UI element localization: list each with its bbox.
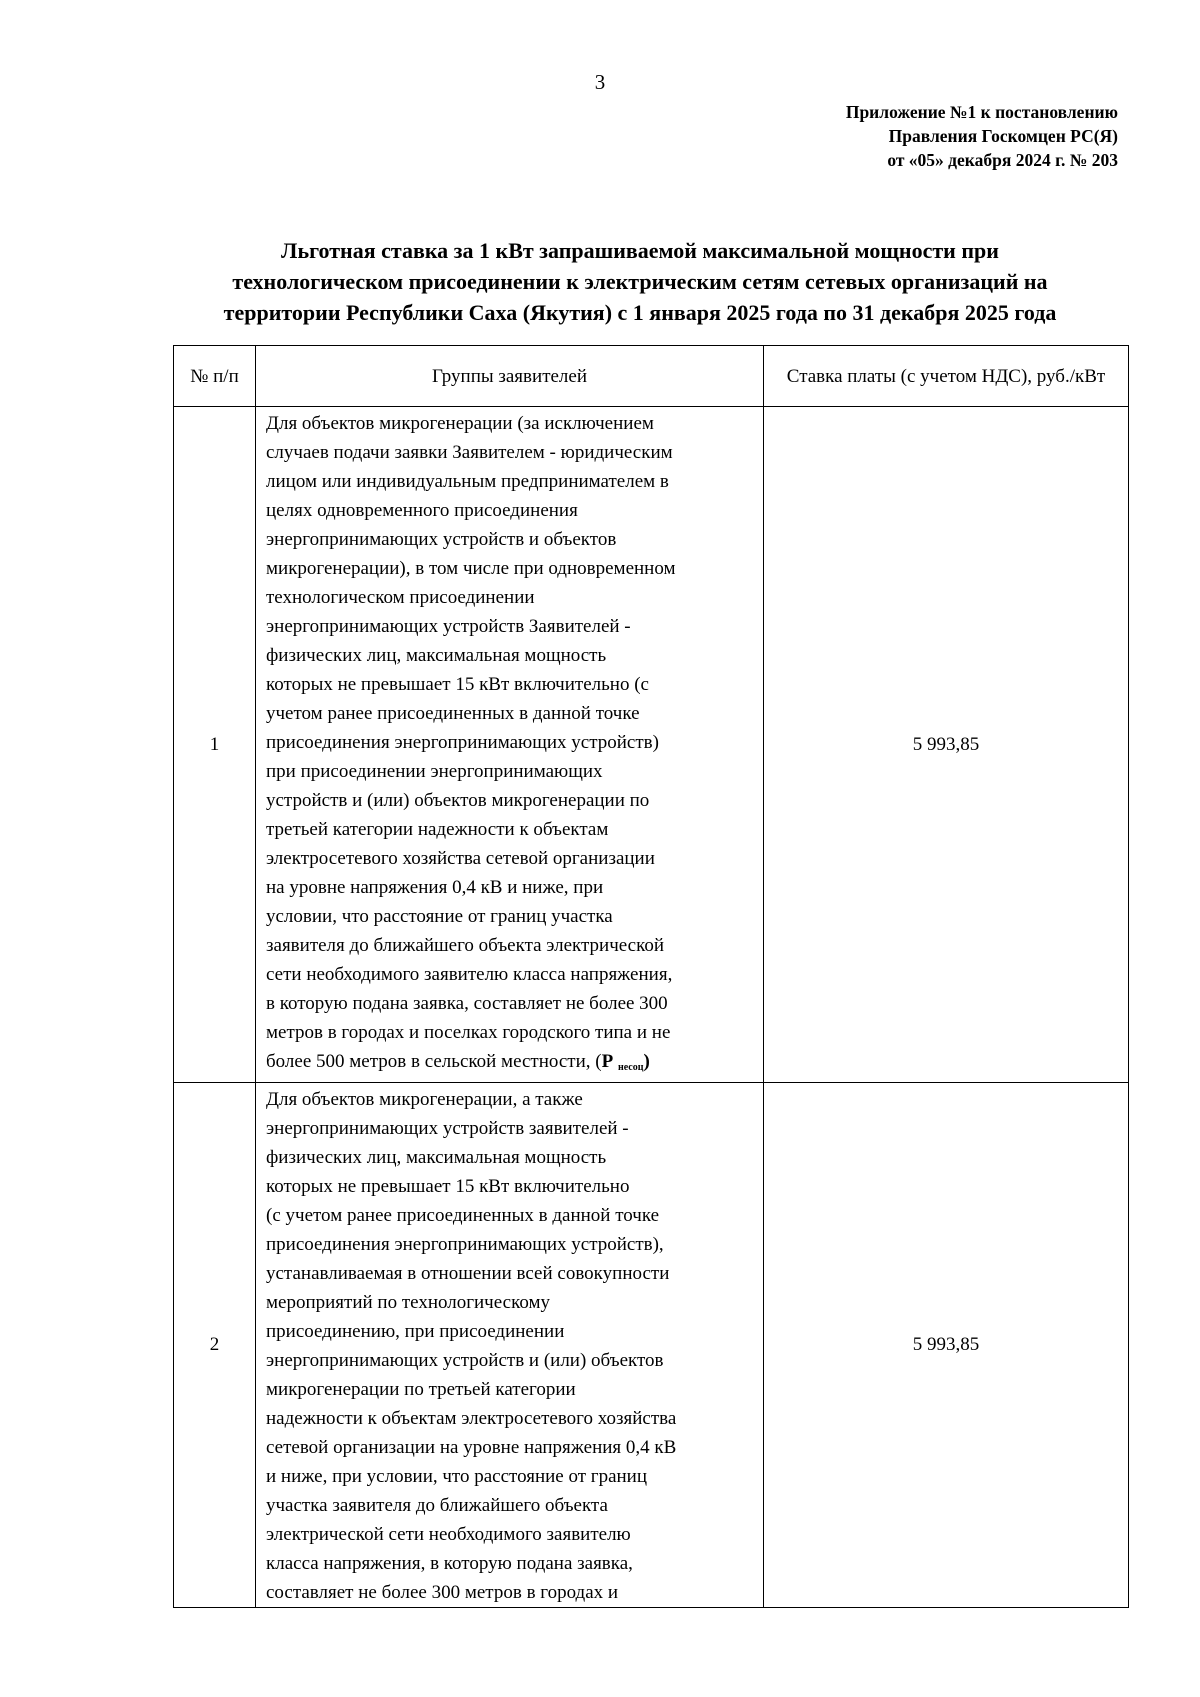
description-line: условии, что расстояние от границ участка <box>266 906 613 927</box>
description-line: энергопринимающих устройств и объектов <box>266 529 617 550</box>
description-line: лицом или индивидуальным предпринимателем в <box>266 471 669 492</box>
title-line-2: технологическом присоединении к электрическим сетям сетевых организаций на <box>232 269 1048 294</box>
appendix-line-2: Правления Госкомцен РС(Я) <box>888 126 1118 146</box>
row-rate: 5 993,85 <box>764 407 1129 1083</box>
description-line: Для объектов микрогенерации (за исключением <box>266 413 654 434</box>
description-line: устройств и (или) объектов микрогенерации по <box>266 790 650 811</box>
table-header-row <box>174 346 1129 407</box>
closing-paren: ) <box>643 1051 650 1072</box>
rates-table <box>173 345 1129 1608</box>
description-line: технологическом присоединении <box>266 587 535 608</box>
description-line: энергопринимающих устройств и (или) объектов <box>266 1350 664 1371</box>
description-line: (с учетом ранее присоединенных в данной точке <box>266 1205 660 1226</box>
appendix-line-1: Приложение №1 к постановлению <box>845 102 1118 122</box>
description-lines <box>266 1085 755 1607</box>
description-line: заявителя до ближайшего объекта электрической <box>266 935 665 956</box>
header-group: Группы заявителей <box>256 346 764 407</box>
description-line: и ниже, при условии, что расстояние от границ <box>266 1466 648 1487</box>
description-line: присоединению, при присоединении <box>266 1321 565 1342</box>
description-line: участка заявителя до ближайшего объекта <box>266 1495 608 1516</box>
description-line: третьей категории надежности к объектам <box>266 819 609 840</box>
description-line: электрической сети необходимого заявителю <box>266 1524 631 1545</box>
description-line: присоединения энергопринимающих устройств), <box>266 1234 664 1255</box>
description-line: электросетевого хозяйства сетевой организации <box>266 848 655 869</box>
description-line: физических лиц, максимальная мощность <box>266 645 607 666</box>
description-line: целях одновременного присоединения <box>266 500 578 521</box>
title-line-3: территории Республики Саха (Якутия) с 1 января 2025 года по 31 декабря 2025 года <box>223 300 1057 325</box>
last-line-text: более 500 метров в сельской местности, ( <box>266 1051 602 1072</box>
description-line: физических лиц, максимальная мощность <box>266 1147 607 1168</box>
description-line: метров в городах и поселках городского типа и не <box>266 1022 671 1043</box>
header-rate: Ставка платы (с учетом НДС), руб./кВт <box>764 346 1129 407</box>
row-description <box>256 407 764 1083</box>
title-line-1: Льготная ставка за 1 кВт запрашиваемой максимальной мощности при <box>281 238 999 263</box>
row-number: 1 <box>174 407 256 1083</box>
description-line: Для объектов микрогенерации, а также <box>266 1089 583 1110</box>
description-line: при присоединении энергопринимающих <box>266 761 603 782</box>
description-line: составляет не более 300 метров в городах и <box>266 1582 619 1603</box>
description-line: в которую подана заявка, составляет не более 300 <box>266 993 668 1014</box>
symbol-subscript: несоц <box>617 1062 644 1073</box>
description-line: класса напряжения, в которую подана заявка, <box>266 1553 633 1574</box>
description-line: энергопринимающих устройств Заявителей - <box>266 616 631 637</box>
description-line: надежности к объектам электросетевого хозяйства <box>266 1408 677 1429</box>
description-line: микрогенерации), в том числе при одновременном <box>266 558 676 579</box>
description-lines <box>266 409 755 1047</box>
table-row <box>174 407 1129 1083</box>
description-line: микрогенерации по третьей категории <box>266 1379 576 1400</box>
page-number: 3 <box>594 70 606 94</box>
description-line: учетом ранее присоединенных в данной точке <box>266 703 640 724</box>
description-line: сети необходимого заявителю класса напряжения, <box>266 964 673 985</box>
description-last-line <box>266 1047 755 1082</box>
description-line: присоединения энергопринимающих устройств) <box>266 732 659 753</box>
description-line: энергопринимающих устройств заявителей - <box>266 1118 629 1139</box>
description-line: устанавливаемая в отношении всей совокупности <box>266 1263 670 1284</box>
row-rate: 5 993,85 <box>764 1083 1129 1608</box>
description-line: которых не превышает 15 кВт включительно (с <box>266 674 649 695</box>
appendix-line-3: от «05» декабря 2024 г. № 203 <box>887 150 1118 170</box>
description-line: которых не превышает 15 кВт включительно <box>266 1176 630 1197</box>
description-line: сетевой организации на уровне напряжения 0,4 кВ <box>266 1437 677 1458</box>
row-description <box>256 1083 764 1608</box>
table-row <box>174 1083 1129 1608</box>
description-line: на уровне напряжения 0,4 кВ и ниже, при <box>266 877 604 898</box>
description-line: случаев подачи заявки Заявителем - юридическим <box>266 442 673 463</box>
row-number: 2 <box>174 1083 256 1608</box>
appendix-reference <box>846 100 1118 172</box>
symbol: P <box>601 1051 614 1072</box>
header-number: № п/п <box>174 346 256 407</box>
document-title <box>160 235 1120 328</box>
description-line: мероприятий по технологическому <box>266 1292 551 1313</box>
